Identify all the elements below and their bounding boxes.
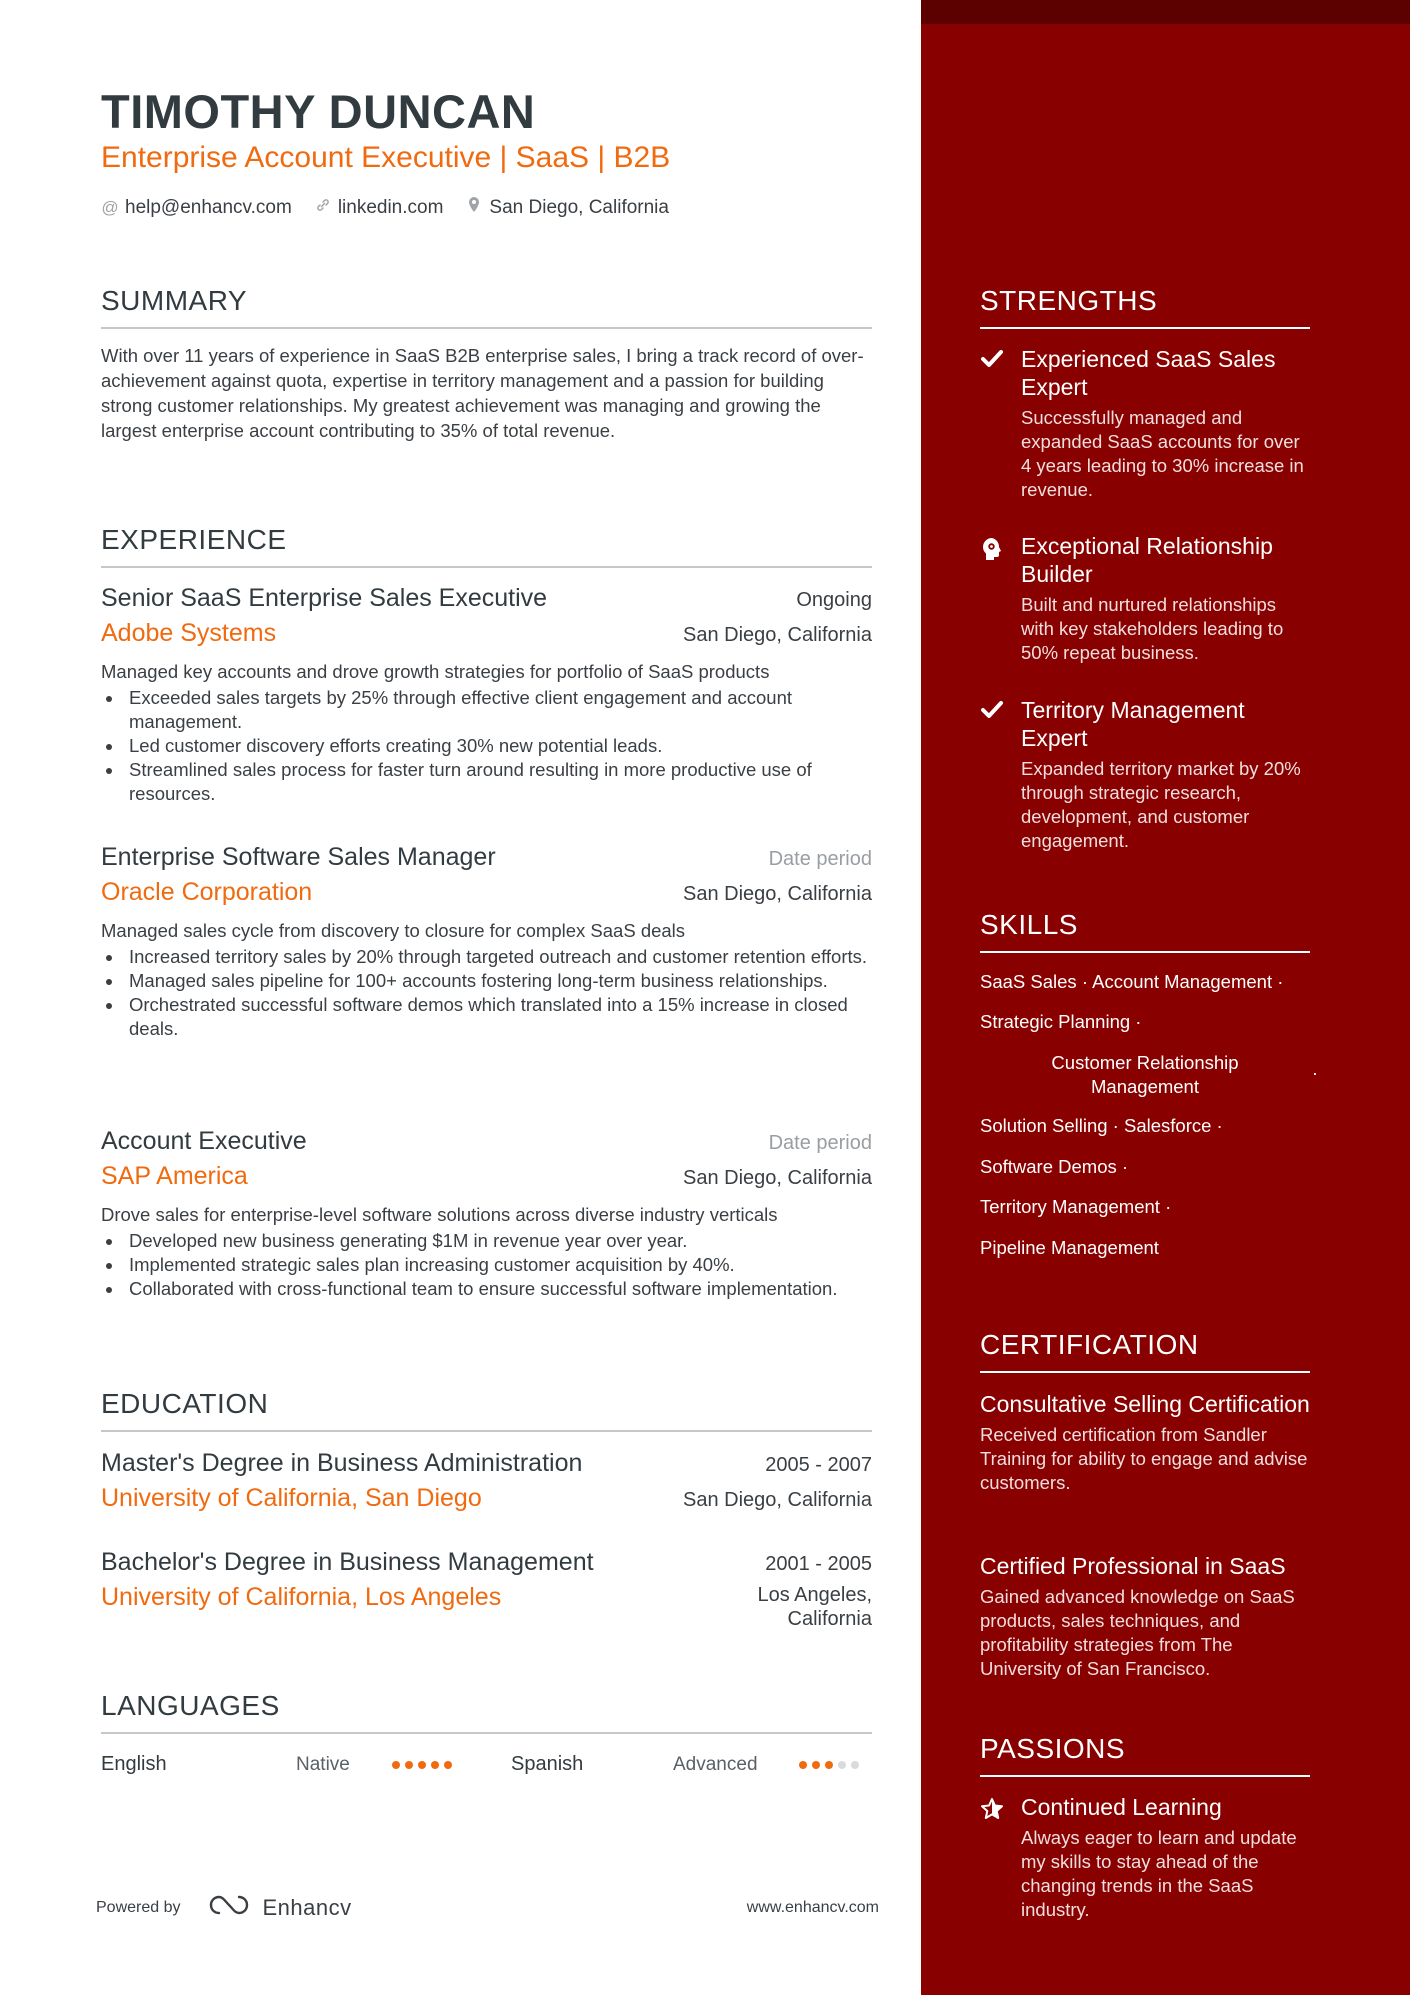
strengths-section (980, 285, 1310, 329)
rating-dot-filled (825, 1761, 833, 1769)
edu-date: 2005 - 2007 (765, 1454, 872, 1476)
certification-title: Certified Professional in SaaS (980, 1553, 1286, 1579)
candidate-title: Enterprise Account Executive | SaaS | B2B (101, 141, 671, 174)
skill-row: SaaS Sales · Account Management · (980, 971, 1284, 992)
rating-dot-empty (851, 1761, 859, 1769)
passion-title: Continued Learning (1021, 1794, 1222, 1820)
language-item (511, 1753, 872, 1776)
strengths-heading: STRENGTHS (980, 285, 1310, 329)
job-bullets (101, 686, 872, 806)
enhancv-logo-text: Enhancv (262, 1894, 352, 1920)
strength-title: Experienced SaaS Sales Expert (1021, 346, 1276, 400)
skill-tag: Salesforce (1123, 1115, 1212, 1136)
education-entry (101, 1548, 872, 1631)
skill-tag: Pipeline Management (980, 1237, 1159, 1258)
checkmark-icon (980, 349, 1004, 373)
job-entry (101, 584, 872, 806)
job-location: San Diego, California (683, 883, 872, 905)
job-bullet: Orchestrated successful software demos which translated into a 15% increase in closed deals. (101, 993, 872, 1041)
strength-item (980, 532, 1310, 665)
edu-degree: Bachelor's Degree in Business Management (101, 1548, 594, 1576)
languages-section (101, 1690, 872, 1734)
job-bullet: Led customer discovery efforts creating 30% new potential leads. (101, 734, 872, 758)
summary-heading: SUMMARY (101, 285, 872, 329)
language-item (101, 1753, 461, 1776)
certification-title: Consultative Selling Certification (980, 1391, 1310, 1417)
certification-item (980, 1552, 1310, 1681)
job-company: SAP America (101, 1162, 248, 1190)
language-name: Spanish (511, 1753, 584, 1775)
contact-email-text: help@enhancv.com (125, 196, 292, 218)
contact-bar (101, 196, 669, 219)
skill-tag: Account Management (1092, 971, 1273, 992)
job-bullet: Managed sales pipeline for 100+ accounts fostering long-term business relationships. (101, 969, 872, 993)
job-company: Oracle Corporation (101, 878, 313, 906)
skill-tag: SaaS Sales (980, 971, 1077, 992)
rating-dot-filled (405, 1761, 413, 1769)
contact-location (465, 196, 669, 219)
sidebar-top-band (921, 0, 1410, 24)
strength-body: Expanded territory market by 20% through strategic research, development, and customer engagement. (1021, 758, 1301, 851)
job-company: Adobe Systems (101, 619, 277, 647)
skill-tag: Strategic Planning (980, 1011, 1131, 1032)
candidate-name: TIMOTHY DUNCAN (101, 85, 536, 138)
skill-separator: · (1311, 1062, 1318, 1083)
job-entry (101, 1127, 872, 1301)
rating-dot-filled (431, 1761, 439, 1769)
language-rating (392, 1761, 452, 1769)
edu-location-line: California (787, 1608, 872, 1630)
edu-location: San Diego, California (683, 1489, 872, 1511)
skill-row: Software Demos · (980, 1156, 1129, 1177)
edu-location-line: Los Angeles, (757, 1584, 872, 1606)
edu-date: 2001 - 2005 (765, 1553, 872, 1575)
certification-section (980, 1329, 1310, 1373)
strength-body: Built and nurtured relationships with key stakeholders leading to 50% repeat business. (1021, 594, 1284, 663)
certification-body: Gained advanced knowledge on SaaS products, sales techniques, and profitability strategies from The University of San Francisco. (980, 1586, 1295, 1679)
passion-item (980, 1793, 1310, 1922)
strength-item (980, 345, 1310, 502)
skill-row: Strategic Planning · (980, 1011, 1142, 1032)
enhancv-logo-icon (207, 1894, 253, 1921)
contact-linkedin[interactable] (314, 196, 444, 219)
skills-heading: SKILLS (980, 909, 1310, 953)
job-bullet: Developed new business generating $1M in revenue year over year. (101, 1229, 872, 1253)
job-description: Managed key accounts and drove growth strategies for portfolio of SaaS products (101, 661, 770, 682)
checkmark-icon (980, 700, 1004, 724)
skill-tag: Territory Management (980, 1196, 1160, 1217)
contact-email[interactable] (101, 196, 292, 219)
education-entry (101, 1449, 872, 1513)
star-icon (980, 1797, 1004, 1821)
powered-by (96, 1894, 352, 1921)
job-description: Managed sales cycle from discovery to closure for complex SaaS deals (101, 920, 686, 941)
education-section (101, 1388, 872, 1432)
job-date: Ongoing (796, 589, 872, 611)
passion-body: Always eager to learn and update my skills to stay ahead of the changing trends in the SaaS industry. (1021, 1827, 1297, 1920)
edu-location (757, 1583, 872, 1631)
contact-location-text: San Diego, California (489, 196, 669, 218)
job-bullet: Exceeded sales targets by 25% through effective client engagement and account management. (101, 686, 872, 734)
skill-row (980, 1237, 1159, 1259)
powered-by-label: Powered by (96, 1898, 181, 1916)
strength-body: Successfully managed and expanded SaaS accounts for over 4 years leading to 30% increase in revenue. (1021, 407, 1304, 500)
language-level: Advanced (673, 1753, 758, 1775)
job-bullet: Collaborated with cross-functional team to ensure successful software implementation. (101, 1277, 872, 1301)
experience-section (101, 524, 872, 568)
certification-heading: CERTIFICATION (980, 1329, 1310, 1373)
rating-dot-filled (444, 1761, 452, 1769)
edu-school: University of California, Los Angeles (101, 1583, 502, 1611)
edu-school: University of California, San Diego (101, 1484, 482, 1512)
job-role: Account Executive (101, 1127, 307, 1155)
rating-dot-filled (799, 1761, 807, 1769)
rating-dot-filled (392, 1761, 400, 1769)
skill-tag: Software Demos (980, 1156, 1117, 1177)
strength-title: Exceptional Relationship Builder (1021, 533, 1273, 587)
edu-degree: Master's Degree in Business Administration (101, 1449, 583, 1477)
skill-tag: Customer Relationship (1051, 1052, 1239, 1073)
skill-tag: Solution Selling (980, 1115, 1108, 1136)
job-role: Enterprise Software Sales Manager (101, 843, 496, 871)
job-bullets (101, 945, 872, 1041)
certification-item (980, 1390, 1310, 1495)
at-icon: @ (101, 197, 119, 217)
passions-section (980, 1733, 1310, 1777)
summary-section (101, 285, 872, 443)
job-bullet: Implemented strategic sales plan increasing customer acquisition by 40%. (101, 1253, 872, 1277)
certification-body: Received certification from Sandler Training for ability to engage and advise customers. (980, 1424, 1308, 1493)
job-role: Senior SaaS Enterprise Sales Executive (101, 584, 548, 612)
passions-heading: PASSIONS (980, 1733, 1310, 1777)
skill-row: Territory Management · (980, 1196, 1172, 1217)
job-entry (101, 843, 872, 1041)
job-location: San Diego, California (683, 624, 872, 646)
job-bullet: Increased territory sales by 20% through targeted outreach and customer retention efforts. (101, 945, 872, 969)
job-bullet: Streamlined sales process for faster turn around resulting in more productive use of resources. (101, 758, 872, 806)
skill-row: Solution Selling · Salesforce · (980, 1115, 1223, 1136)
education-heading: EDUCATION (101, 1388, 872, 1432)
footer (96, 1894, 879, 1921)
rating-dot-filled (418, 1761, 426, 1769)
job-description: Drove sales for enterprise-level software solutions across diverse industry verticals (101, 1204, 778, 1225)
rating-dot-empty (838, 1761, 846, 1769)
skills-section (980, 909, 1310, 953)
rating-dot-filled (812, 1761, 820, 1769)
strength-item (980, 696, 1310, 853)
head-idea-icon (980, 536, 1004, 560)
job-date: Date period (768, 1132, 872, 1154)
experience-heading: EXPERIENCE (101, 524, 872, 568)
location-pin-icon (465, 196, 483, 219)
languages-heading: LANGUAGES (101, 1690, 872, 1734)
contact-linkedin-text: linkedin.com (337, 196, 444, 218)
summary-text: With over 11 years of experience in SaaS B2B enterprise sales, I bring a track record of over-achievement against quota, expertise in territory management and a passion for building strong customer relationships. My greatest achievement was managing and growing the largest enterprise account contributing to 35% of total revenue. (101, 345, 864, 441)
job-location: San Diego, California (683, 1167, 872, 1189)
skill-tag: Management (1091, 1076, 1199, 1097)
link-icon (314, 197, 332, 218)
strength-title: Territory Management Expert (1021, 697, 1245, 751)
language-name: English (101, 1753, 167, 1775)
language-level: Native (296, 1753, 350, 1775)
language-rating (799, 1761, 859, 1769)
sidebar (921, 0, 1410, 1995)
footer-url[interactable]: www.enhancv.com (746, 1898, 879, 1916)
job-date: Date period (768, 848, 872, 870)
job-bullets (101, 1229, 872, 1301)
skill-row (980, 1051, 1318, 1099)
